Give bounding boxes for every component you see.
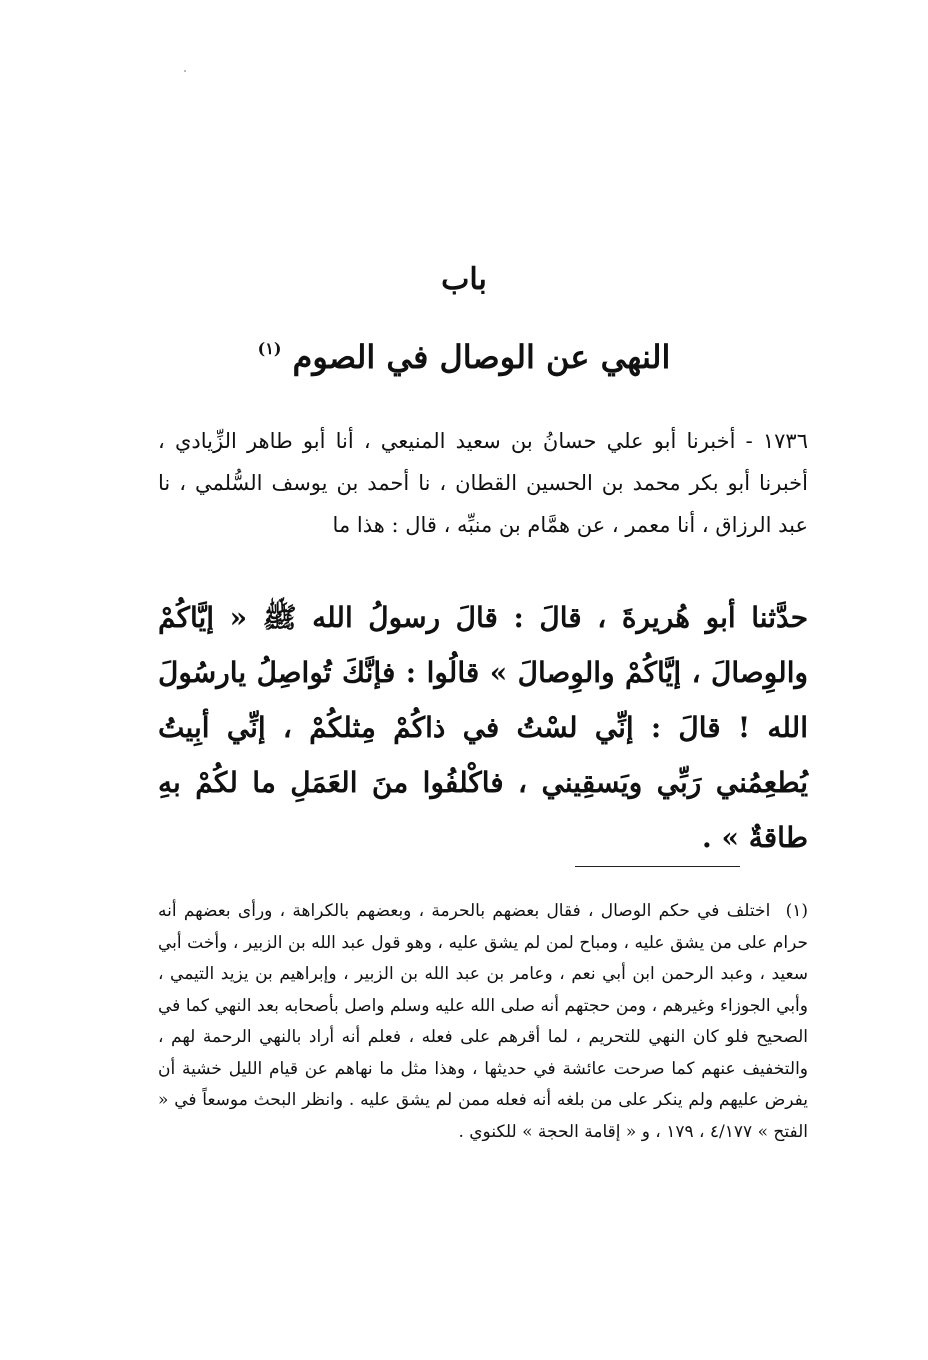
hadith-isnad: ١٧٣٦ - أخبرنا أبو علي حسانُ بن سعيد المنيعي ، أنا أبو طاهر الزِّيادي ، أخبرنا أبو بكر محمد بن الحسين القطان ، نا أحمد بن يوسف السُّلمي ، نا عبد الرزاق ، أنا معمر ، عن همَّام بن منبِّه ، قال : هذا ما bbox=[158, 429, 808, 537]
hadith-matn: حدَّثنا أبو هُريرةَ ، قالَ : قالَ رسولُ الله ﷺ « إيَّاكُمْ والوِصالَ ، إيَّاكُمْ والوِصالَ » قالُوا : فإنَّكَ تُواصِلُ يارسُولَ الله ! قالَ : إنِّي لسْتُ في ذاكُمْ مِثلكُمْ ، إنِّي أبِيتُ يُطعِمُني رَبِّي ويَسقِيني ، فاكْلفُوا منَ العَمَلِ ما لكُمْ بهِ طاقةٌ » . bbox=[158, 601, 808, 854]
footnote bbox=[158, 896, 808, 1148]
footnote-divider bbox=[575, 866, 740, 867]
chapter-title-text: النهي عن الوصال في الصوم bbox=[292, 338, 671, 376]
scan-speck bbox=[184, 70, 186, 72]
footnote-text: اختلف في حكم الوصال ، فقال بعضهم بالحرمة ، وبعضهم بالكراهة ، ورأى بعضهم أنه حرام على من يشق عليه ، ومباح لمن لم يشق عليه ، وهو قول عبد الله بن الزبير ، وأخت أبي سعيد ، وعبد الرحمن ابن أبي نعم ، وعامر بن عبد الله بن الزبير ، وإبراهيم بن يزيد التيمي ، وأبي الجوزاء وغيرهم ، ومن حجتهم أنه صلى الله عليه وسلم واصل بأصحابه بعد النهي كما في الصحيح فلو كان النهي للتحريم ، لما أقرهم على فعله ، فعلم أنه أراد بالنهي الرحمة لهم ، والتخفيف عنهم كما صرحت عائشة في حديثها ، وهذا مثل ما نهاهم عن قيام الليل خشية أن يفرض عليهم ولم ينكر على من بلغه أنه فعله ممن لم يشق عليه . وانظر البحث موسعاً في « الفتح » ٤/١٧٧ ، ١٧٩ ، و « إقامة الحجة » للكنوي . bbox=[158, 901, 808, 1142]
footnote-marker: (١) bbox=[785, 901, 808, 921]
footnote-reference: (١) bbox=[257, 339, 282, 358]
chapter-title bbox=[0, 338, 928, 376]
chapter-label: باب bbox=[441, 262, 487, 297]
